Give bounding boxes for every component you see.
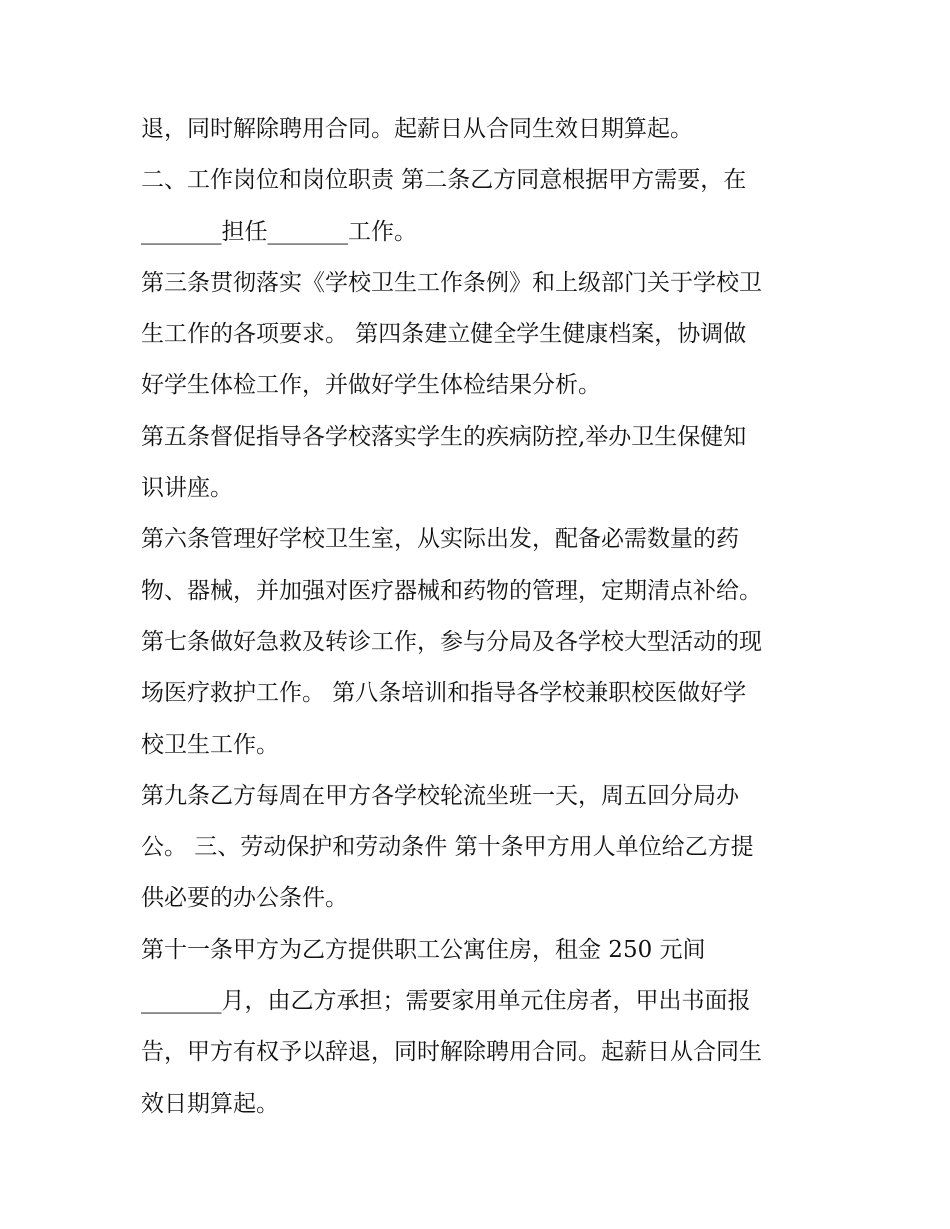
- text-line: 第九条乙方每周在甲方各学校轮流坐班一天，周五回分局办: [141, 782, 739, 809]
- text-line: 供必要的办公条件。: [141, 885, 348, 912]
- text-line: 二、工作岗位和岗位职责 第二条乙方同意根据甲方需要，在: [141, 167, 747, 194]
- text-line: 退，同时解除聘用合同。起薪日从合同生效日期算起。: [141, 116, 693, 142]
- text-line: 场医疗救护工作。 第八条培训和指导各学校兼职校医做好学: [141, 680, 747, 707]
- text-line: 好学生体检工作，并做好学生体检结果分析。: [141, 372, 601, 399]
- text-line: 第十一条甲方为乙方提供职工公寓住房，租金 250 元间: [141, 936, 706, 963]
- text-line: 识讲座。: [141, 475, 233, 502]
- text-line: 公。 三、劳动保护和劳动条件 第十条甲方用人单位给乙方提: [141, 834, 754, 861]
- text-line: _______月，由乙方承担；需要家用单元住房者，甲出书面报: [141, 988, 751, 1015]
- text-line: 物、器械，并加强对医疗器械和药物的管理，定期清点补给。: [141, 577, 762, 604]
- text-line: 校卫生工作。: [141, 731, 279, 758]
- text-line: 效日期算起。: [141, 1090, 279, 1117]
- contract-body-text: [141, 104, 821, 1130]
- text-line: 告，甲方有权予以辞退，同时解除聘用合同。起薪日从合同生: [141, 1039, 762, 1066]
- text-line: 第七条做好急救及转诊工作，参与分局及各学校大型活动的现: [141, 628, 762, 655]
- text-line: _______担任_______工作。: [141, 218, 417, 245]
- text-line: 第六条管理好学校卫生室，从实际出发，配备必需数量的药: [141, 526, 739, 553]
- text-line: 生工作的各项要求。 第四条建立健全学生健康档案，协调做: [141, 321, 747, 348]
- text-line: 第五条督促指导各学校落实学生的疾病防控,举办卫生保健知: [141, 423, 747, 450]
- text-line: 第三条贯彻落实《学校卫生工作条例》和上级部门关于学校卫: [141, 269, 762, 296]
